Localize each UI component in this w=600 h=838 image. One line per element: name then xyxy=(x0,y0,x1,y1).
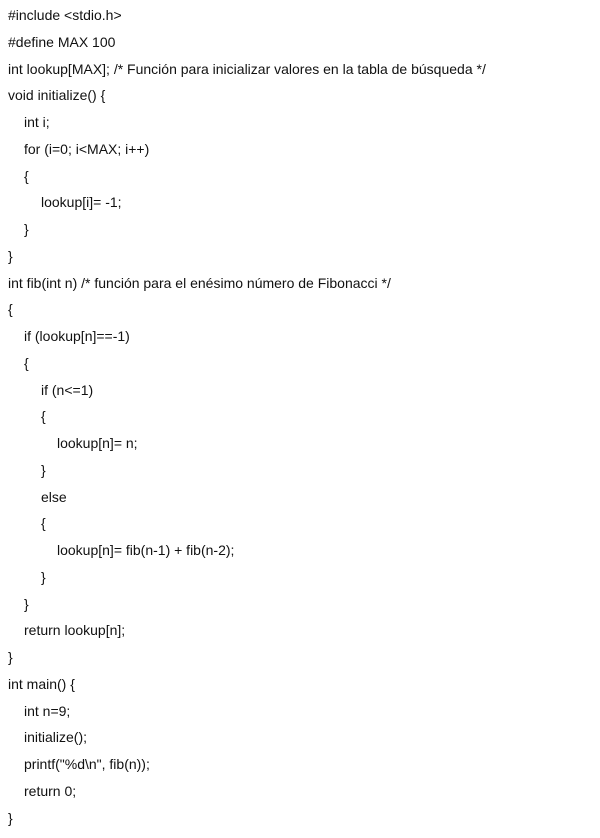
code-line: } xyxy=(41,461,46,478)
code-line: } xyxy=(41,568,46,585)
code-line: if (n<=1) xyxy=(41,381,94,398)
code-line: int main() { xyxy=(8,675,75,692)
code-line: else xyxy=(41,488,67,505)
code-line: int fib(int n) /* función para el enésimo número de Fibonacci */ xyxy=(8,274,391,291)
code-line: #include <stdio.h> xyxy=(8,7,122,23)
code-line: for (i=0; i<MAX; i++) xyxy=(24,140,150,157)
code-line: } xyxy=(8,649,13,665)
code-line: lookup[n]= n; xyxy=(57,435,138,451)
code-line: { xyxy=(24,167,29,184)
code-line: { xyxy=(24,354,29,371)
code-line: return 0; xyxy=(24,782,77,799)
code-line: lookup[i]= -1; xyxy=(41,194,122,211)
code-line: lookup[n]= fib(n-1) + fib(n-2); xyxy=(57,542,235,558)
code-line: { xyxy=(41,408,46,425)
code-line: { xyxy=(8,301,13,318)
code-line: return lookup[n]; xyxy=(24,622,126,639)
code-line: initialize(); xyxy=(24,729,88,746)
code-line: } xyxy=(24,595,29,612)
code-line: int i; xyxy=(24,114,50,130)
code-line: if (lookup[n]==-1) xyxy=(24,328,130,344)
code-line: void initialize() { xyxy=(8,87,106,104)
code-line: printf("%d\n", fib(n)); xyxy=(24,756,150,772)
code-line: #define MAX 100 xyxy=(8,33,116,50)
code-line: } xyxy=(8,809,13,826)
code-line: int lookup[MAX]; /* Función para inicializar valores en la tabla de búsqueda */ xyxy=(8,60,486,77)
code-line: { xyxy=(41,515,46,532)
code-line: } xyxy=(8,247,13,264)
code-line: } xyxy=(24,221,29,237)
code-line: int n=9; xyxy=(24,702,71,719)
